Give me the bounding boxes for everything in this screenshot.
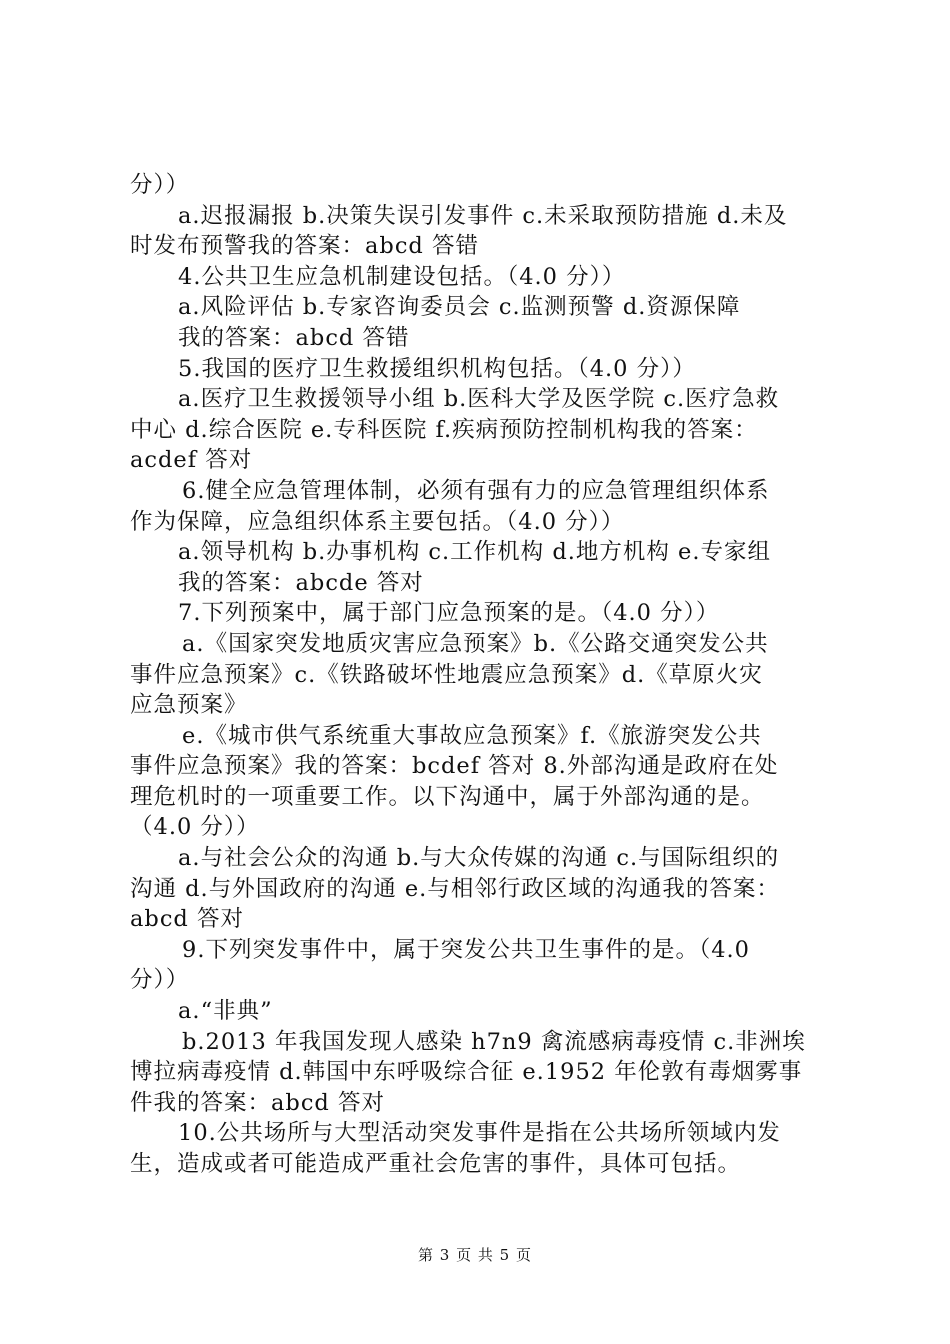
text-line: （4.0 分）） <box>130 814 260 841</box>
text-line: 我的答案：abcde 答对 <box>178 569 424 596</box>
text-line: a.领导机构 b.办事机构 c.工作机构 d.地方机构 e.专家组 <box>178 539 772 566</box>
text-line: 中心 d.综合医院 e.专科医院 f.疾病预防控制机构我的答案： <box>130 416 758 443</box>
text-line: 分）） <box>130 172 190 198</box>
text-line: a.“非典” <box>178 998 273 1025</box>
text-line: b.2013 年我国发现人感染 h7n9 禽流感病毒疫情 c.非洲埃 <box>182 1028 806 1055</box>
text-line: a.迟报漏报 b.决策失误引发事件 c.未采取预防措施 d.未及 <box>178 202 788 229</box>
text-line: 应急预案》 <box>130 692 248 719</box>
text-line: 件我的答案：abcd 答对 <box>130 1089 385 1116</box>
text-line: a.《国家突发地质灾害应急预案》b.《公路交通突发公共 <box>182 630 769 657</box>
text-line: 9.下列突发事件中，属于突发公共卫生事件的是。（4.0 <box>182 936 751 963</box>
text-line: a.风险评估 b.专家咨询委员会 c.监测预警 d.资源保障 <box>178 294 741 321</box>
text-line: 7.下列预案中，属于部门应急预案的是。（4.0 分）） <box>178 600 720 627</box>
text-line: 生，造成或者可能造成严重社会危害的事件，具体可包括。 <box>130 1151 742 1177</box>
text-line: 4.公共卫生应急机制建设包括。（4.0 分）） <box>178 263 626 290</box>
text-line: 沟通 d.与外国政府的沟通 e.与相邻行政区域的沟通我的答案： <box>130 875 780 902</box>
text-line: 6.健全应急管理体制，必须有强有力的应急管理组织体系 <box>182 477 770 504</box>
text-line: 5.我国的医疗卫生救援组织机构包括。（4.0 分）） <box>178 355 696 382</box>
page-footer: 第 3 页 共 5 页 <box>418 1246 532 1264</box>
text-line: acdef 答对 <box>130 447 253 474</box>
text-line: 作为保障，应急组织体系主要包括。（4.0 分）） <box>130 508 625 535</box>
text-line: 事件应急预案》我的答案：bcdef 答对 8.外部沟通是政府在处 <box>130 753 779 780</box>
text-line: 理危机时的一项重要工作。以下沟通中，属于外部沟通的是。 <box>130 783 765 810</box>
text-line: 分）） <box>130 967 190 994</box>
text-line: e.《城市供气系统重大事故应急预案》f.《旅游突发公共 <box>182 722 762 749</box>
text-line: 时发布预警我的答案：abcd 答错 <box>130 233 479 260</box>
text-line: 博拉病毒疫情 d.韩国中东呼吸综合征 e.1952 年伦敦有毒烟雾事 <box>130 1059 803 1086</box>
text-line: 我的答案：abcd 答错 <box>178 324 410 351</box>
text-line: a.医疗卫生救援领导小组 b.医科大学及医学院 c.医疗急救 <box>178 386 780 413</box>
document-body <box>130 170 830 1180</box>
text-line: abcd 答对 <box>130 906 244 933</box>
text-line: 10.公共场所与大型活动突发事件是指在公共场所领域内发 <box>178 1120 781 1147</box>
text-line: 事件应急预案》c.《铁路破坏性地震应急预案》d.《草原火灾 <box>130 661 763 688</box>
text-line: a.与社会公众的沟通 b.与大众传媒的沟通 c.与国际组织的 <box>178 845 780 872</box>
